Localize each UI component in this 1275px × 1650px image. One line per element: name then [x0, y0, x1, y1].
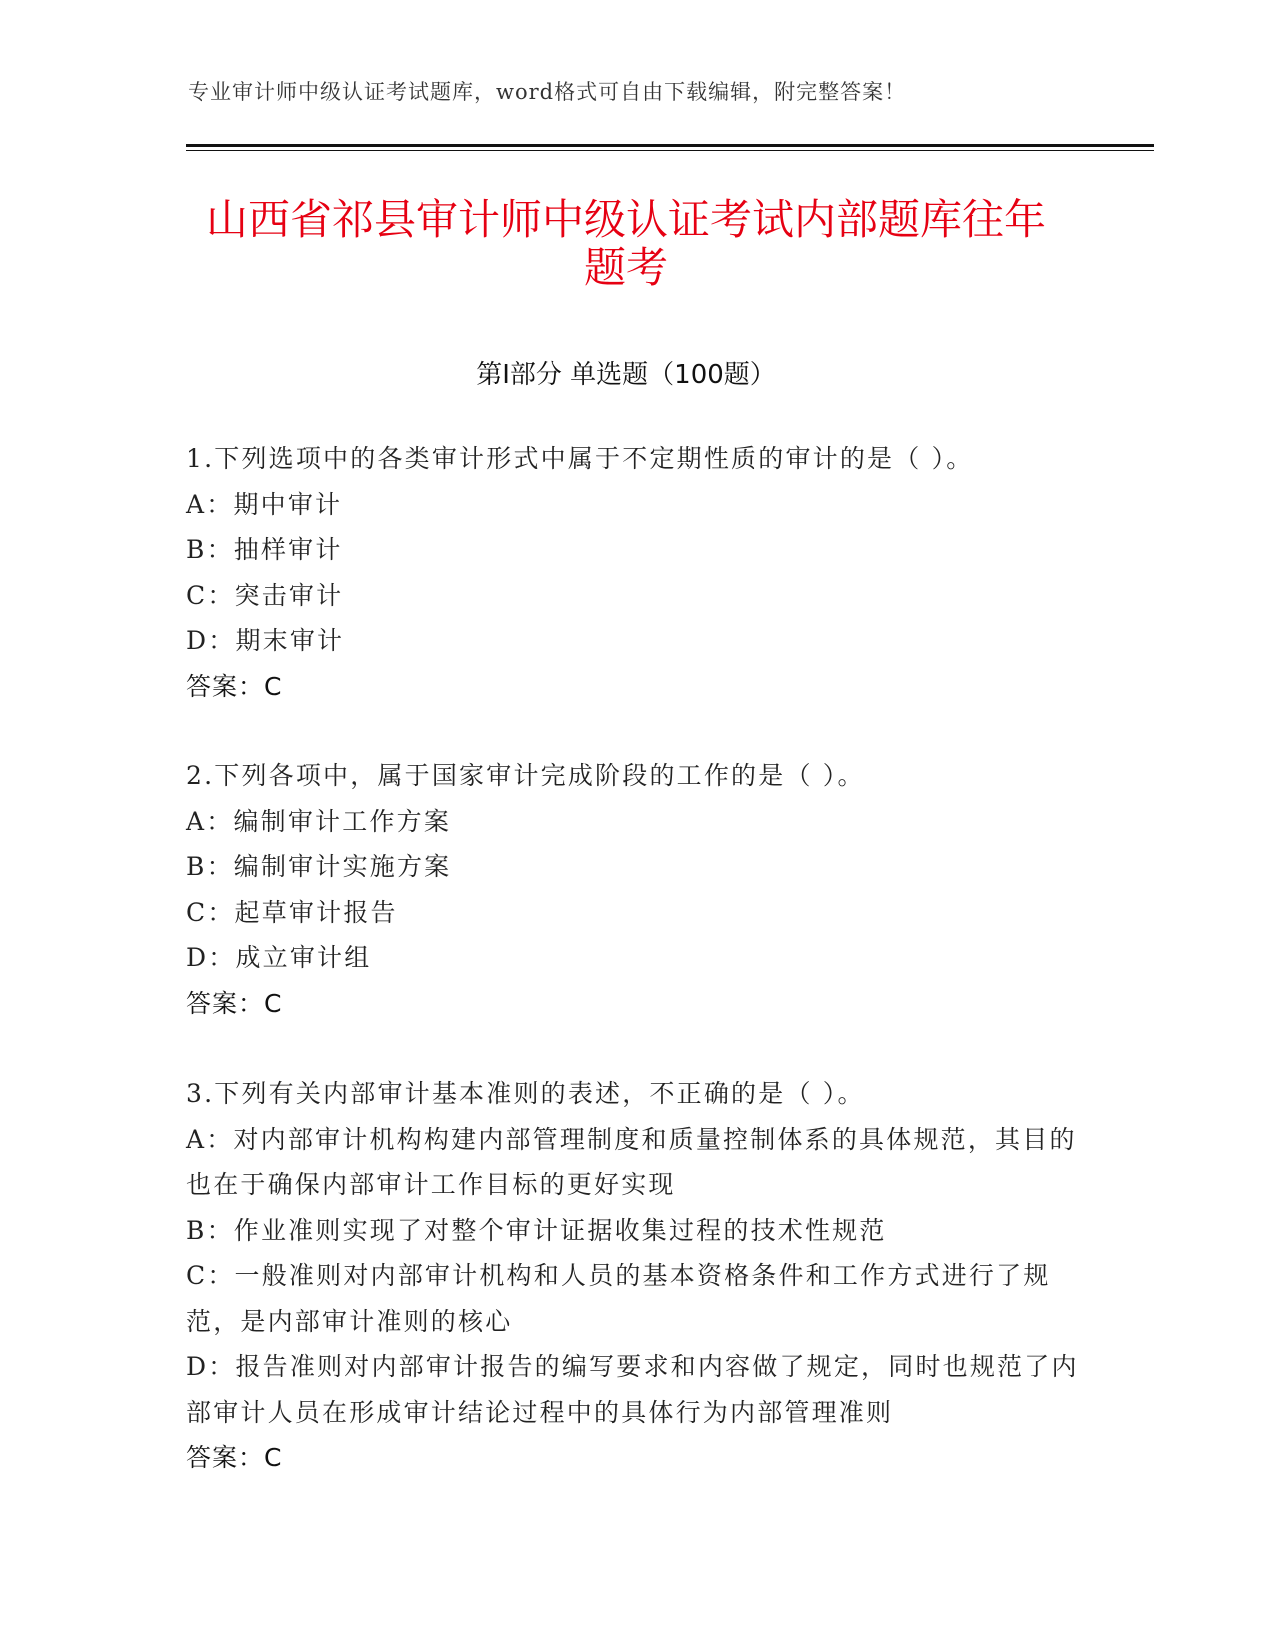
answer: 答案：C [186, 988, 283, 1018]
option-b: B：作业准则实现了对整个审计证据收集过程的技术性规范 [186, 1215, 887, 1245]
option-d: D：成立审计组 [186, 943, 372, 972]
question-stem: 2.下列各项中，属于国家审计完成阶段的工作的是（ ）。 [186, 761, 865, 790]
option-a: A：编制审计工作方案 [186, 806, 452, 836]
header-note: 专业审计师中级认证考试题库，word格式可自由下载编辑，附完整答案！ [188, 80, 907, 104]
option-a: A：对内部审计机构构建内部管理制度和质量控制体系的具体规范，其目的也在于确保内部审计工作目标的更好实现 [186, 1124, 1077, 1199]
document-title: 山西省祁县审计师中级认证考试内部题库往年题考 [205, 195, 1046, 292]
option-b: B：编制审计实施方案 [186, 852, 452, 881]
question-stem: 1.下列选项中的各类审计形式中属于不定期性质的审计的是（ ）。 [186, 444, 974, 473]
question-1 [186, 436, 1086, 709]
option-a: A：期中审计 [186, 489, 343, 519]
question-2 [186, 753, 1086, 1026]
option-b: B：抽样审计 [186, 535, 343, 564]
header-divider-thick [186, 144, 1154, 147]
option-c: C：一般准则对内部审计机构和人员的基本资格条件和工作方式进行了规范，是内部审计准则的核心 [186, 1261, 1051, 1336]
answer: 答案：C [186, 1443, 283, 1472]
question-stem: 3.下列有关内部审计基本准则的表述，不正确的是（ ）。 [186, 1079, 865, 1108]
option-c: C：突击审计 [186, 580, 344, 610]
option-d: D：报告准则对内部审计报告的编写要求和内容做了规定，同时也规范了内部审计人员在形成审计结论过程中的具体行为内部管理准则 [186, 1352, 1079, 1427]
answer: 答案：C [186, 671, 283, 701]
question-3 [186, 1071, 1086, 1481]
option-c: C：起草审计报告 [186, 897, 398, 927]
option-d: D：期末审计 [186, 626, 345, 655]
header-divider-thin [186, 150, 1154, 151]
section-heading: 第Ⅰ部分 单选题（100题） [476, 360, 776, 390]
